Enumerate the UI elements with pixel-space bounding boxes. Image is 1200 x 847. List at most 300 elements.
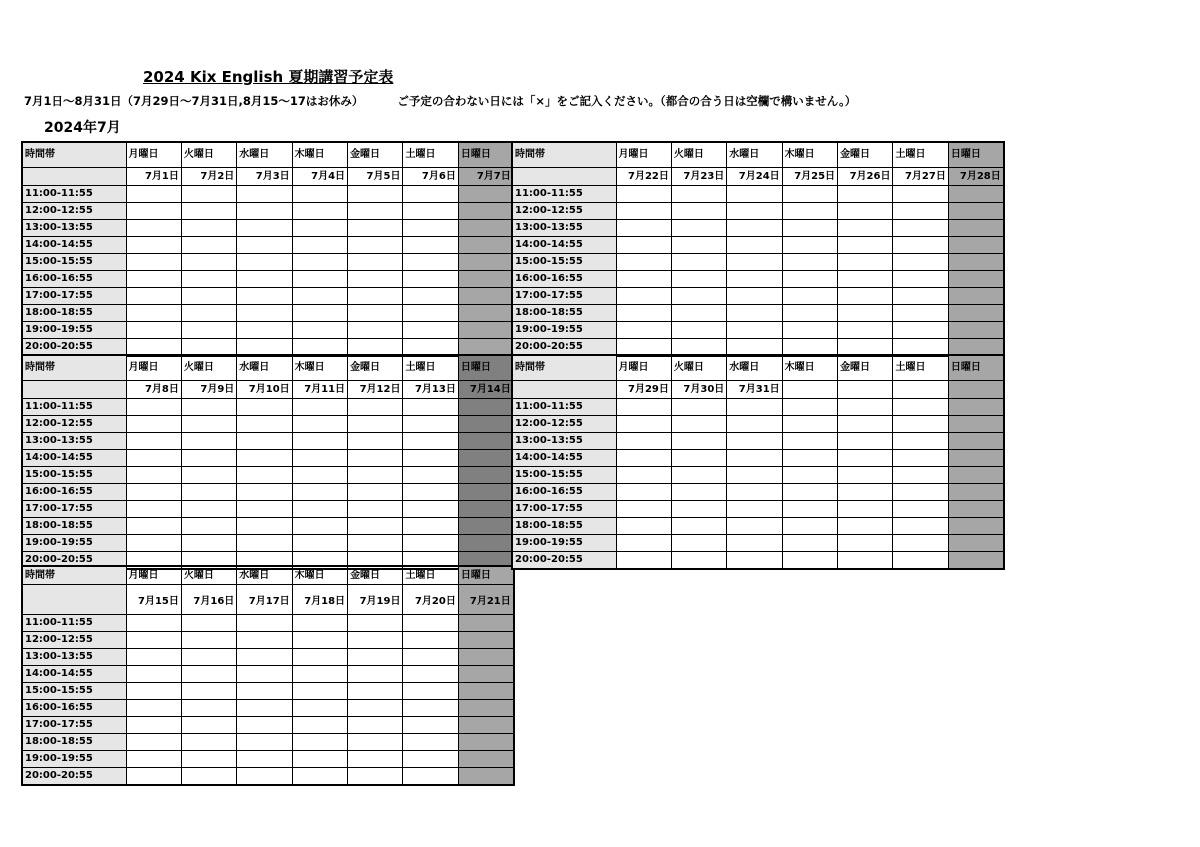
availability-cell[interactable]	[893, 535, 948, 552]
availability-cell[interactable]	[616, 237, 671, 254]
availability-cell[interactable]	[237, 416, 292, 433]
availability-cell[interactable]	[292, 768, 347, 786]
availability-cell[interactable]	[237, 203, 292, 220]
availability-cell[interactable]	[458, 416, 513, 433]
availability-cell[interactable]	[403, 416, 458, 433]
availability-cell[interactable]	[458, 305, 513, 322]
availability-cell[interactable]	[838, 220, 893, 237]
availability-cell[interactable]	[838, 450, 893, 467]
availability-cell[interactable]	[458, 734, 513, 751]
availability-cell[interactable]	[348, 535, 403, 552]
availability-cell[interactable]	[948, 501, 1003, 518]
availability-cell[interactable]	[292, 416, 347, 433]
availability-cell[interactable]	[727, 220, 782, 237]
availability-cell[interactable]	[126, 450, 181, 467]
availability-cell[interactable]	[403, 271, 458, 288]
availability-cell[interactable]	[348, 484, 403, 501]
availability-cell[interactable]	[348, 237, 403, 254]
availability-cell[interactable]	[181, 186, 236, 203]
availability-cell[interactable]	[403, 615, 458, 632]
availability-cell[interactable]	[948, 203, 1003, 220]
availability-cell[interactable]	[671, 501, 726, 518]
availability-cell[interactable]	[126, 734, 181, 751]
availability-cell[interactable]	[671, 203, 726, 220]
availability-cell[interactable]	[671, 416, 726, 433]
availability-cell[interactable]	[403, 254, 458, 271]
availability-cell[interactable]	[838, 305, 893, 322]
availability-cell[interactable]	[782, 399, 837, 416]
availability-cell[interactable]	[403, 700, 458, 717]
availability-cell[interactable]	[782, 186, 837, 203]
availability-cell[interactable]	[292, 484, 347, 501]
availability-cell[interactable]	[616, 271, 671, 288]
availability-cell[interactable]	[237, 615, 292, 632]
availability-cell[interactable]	[948, 535, 1003, 552]
availability-cell[interactable]	[727, 288, 782, 305]
availability-cell[interactable]	[292, 254, 347, 271]
availability-cell[interactable]	[616, 518, 671, 535]
availability-cell[interactable]	[181, 288, 236, 305]
availability-cell[interactable]	[616, 552, 671, 570]
availability-cell[interactable]	[458, 700, 513, 717]
availability-cell[interactable]	[727, 501, 782, 518]
availability-cell[interactable]	[671, 484, 726, 501]
availability-cell[interactable]	[458, 717, 513, 734]
availability-cell[interactable]	[292, 203, 347, 220]
availability-cell[interactable]	[292, 632, 347, 649]
availability-cell[interactable]	[348, 700, 403, 717]
availability-cell[interactable]	[292, 751, 347, 768]
availability-cell[interactable]	[348, 683, 403, 700]
availability-cell[interactable]	[893, 220, 948, 237]
availability-cell[interactable]	[403, 305, 458, 322]
availability-cell[interactable]	[292, 399, 347, 416]
availability-cell[interactable]	[403, 433, 458, 450]
availability-cell[interactable]	[126, 416, 181, 433]
availability-cell[interactable]	[126, 518, 181, 535]
availability-cell[interactable]	[838, 288, 893, 305]
availability-cell[interactable]	[403, 751, 458, 768]
availability-cell[interactable]	[126, 717, 181, 734]
availability-cell[interactable]	[893, 399, 948, 416]
availability-cell[interactable]	[893, 416, 948, 433]
availability-cell[interactable]	[237, 717, 292, 734]
availability-cell[interactable]	[893, 450, 948, 467]
availability-cell[interactable]	[838, 552, 893, 570]
availability-cell[interactable]	[782, 322, 837, 339]
availability-cell[interactable]	[458, 615, 513, 632]
availability-cell[interactable]	[893, 186, 948, 203]
availability-cell[interactable]	[671, 271, 726, 288]
availability-cell[interactable]	[948, 237, 1003, 254]
availability-cell[interactable]	[348, 305, 403, 322]
availability-cell[interactable]	[126, 186, 181, 203]
availability-cell[interactable]	[126, 484, 181, 501]
availability-cell[interactable]	[458, 484, 513, 501]
availability-cell[interactable]	[727, 467, 782, 484]
availability-cell[interactable]	[948, 484, 1003, 501]
availability-cell[interactable]	[458, 518, 513, 535]
availability-cell[interactable]	[237, 649, 292, 666]
availability-cell[interactable]	[893, 501, 948, 518]
availability-cell[interactable]	[403, 717, 458, 734]
availability-cell[interactable]	[616, 305, 671, 322]
availability-cell[interactable]	[671, 433, 726, 450]
availability-cell[interactable]	[671, 518, 726, 535]
availability-cell[interactable]	[348, 501, 403, 518]
availability-cell[interactable]	[237, 768, 292, 786]
availability-cell[interactable]	[458, 203, 513, 220]
availability-cell[interactable]	[403, 237, 458, 254]
availability-cell[interactable]	[948, 552, 1003, 570]
availability-cell[interactable]	[948, 305, 1003, 322]
availability-cell[interactable]	[671, 535, 726, 552]
availability-cell[interactable]	[348, 717, 403, 734]
availability-cell[interactable]	[292, 288, 347, 305]
availability-cell[interactable]	[292, 535, 347, 552]
availability-cell[interactable]	[616, 467, 671, 484]
availability-cell[interactable]	[782, 416, 837, 433]
availability-cell[interactable]	[616, 535, 671, 552]
availability-cell[interactable]	[616, 450, 671, 467]
availability-cell[interactable]	[616, 220, 671, 237]
availability-cell[interactable]	[458, 666, 513, 683]
availability-cell[interactable]	[616, 254, 671, 271]
availability-cell[interactable]	[838, 237, 893, 254]
availability-cell[interactable]	[458, 322, 513, 339]
availability-cell[interactable]	[403, 632, 458, 649]
availability-cell[interactable]	[292, 501, 347, 518]
availability-cell[interactable]	[126, 203, 181, 220]
availability-cell[interactable]	[458, 467, 513, 484]
availability-cell[interactable]	[181, 768, 236, 786]
availability-cell[interactable]	[671, 450, 726, 467]
availability-cell[interactable]	[616, 501, 671, 518]
availability-cell[interactable]	[838, 203, 893, 220]
availability-cell[interactable]	[458, 751, 513, 768]
availability-cell[interactable]	[126, 683, 181, 700]
availability-cell[interactable]	[348, 632, 403, 649]
availability-cell[interactable]	[838, 254, 893, 271]
availability-cell[interactable]	[292, 615, 347, 632]
availability-cell[interactable]	[292, 734, 347, 751]
availability-cell[interactable]	[948, 288, 1003, 305]
availability-cell[interactable]	[782, 237, 837, 254]
availability-cell[interactable]	[403, 518, 458, 535]
availability-cell[interactable]	[292, 683, 347, 700]
availability-cell[interactable]	[237, 254, 292, 271]
availability-cell[interactable]	[782, 203, 837, 220]
availability-cell[interactable]	[348, 768, 403, 786]
availability-cell[interactable]	[292, 666, 347, 683]
availability-cell[interactable]	[181, 450, 236, 467]
availability-cell[interactable]	[782, 552, 837, 570]
availability-cell[interactable]	[893, 305, 948, 322]
availability-cell[interactable]	[948, 322, 1003, 339]
availability-cell[interactable]	[458, 433, 513, 450]
availability-cell[interactable]	[403, 535, 458, 552]
availability-cell[interactable]	[948, 450, 1003, 467]
availability-cell[interactable]	[727, 254, 782, 271]
availability-cell[interactable]	[838, 416, 893, 433]
availability-cell[interactable]	[237, 237, 292, 254]
availability-cell[interactable]	[403, 683, 458, 700]
availability-cell[interactable]	[348, 186, 403, 203]
availability-cell[interactable]	[237, 322, 292, 339]
availability-cell[interactable]	[348, 254, 403, 271]
availability-cell[interactable]	[126, 220, 181, 237]
availability-cell[interactable]	[671, 305, 726, 322]
availability-cell[interactable]	[616, 416, 671, 433]
availability-cell[interactable]	[348, 203, 403, 220]
availability-cell[interactable]	[948, 518, 1003, 535]
availability-cell[interactable]	[838, 186, 893, 203]
availability-cell[interactable]	[181, 666, 236, 683]
availability-cell[interactable]	[727, 186, 782, 203]
availability-cell[interactable]	[292, 271, 347, 288]
availability-cell[interactable]	[458, 271, 513, 288]
availability-cell[interactable]	[237, 666, 292, 683]
availability-cell[interactable]	[126, 751, 181, 768]
availability-cell[interactable]	[838, 433, 893, 450]
availability-cell[interactable]	[348, 734, 403, 751]
availability-cell[interactable]	[893, 237, 948, 254]
availability-cell[interactable]	[838, 322, 893, 339]
availability-cell[interactable]	[181, 220, 236, 237]
availability-cell[interactable]	[126, 649, 181, 666]
availability-cell[interactable]	[948, 220, 1003, 237]
availability-cell[interactable]	[181, 501, 236, 518]
availability-cell[interactable]	[181, 271, 236, 288]
availability-cell[interactable]	[727, 552, 782, 570]
availability-cell[interactable]	[237, 501, 292, 518]
availability-cell[interactable]	[126, 399, 181, 416]
availability-cell[interactable]	[782, 450, 837, 467]
availability-cell[interactable]	[893, 484, 948, 501]
availability-cell[interactable]	[237, 484, 292, 501]
availability-cell[interactable]	[181, 700, 236, 717]
availability-cell[interactable]	[181, 305, 236, 322]
availability-cell[interactable]	[458, 288, 513, 305]
availability-cell[interactable]	[403, 322, 458, 339]
availability-cell[interactable]	[237, 518, 292, 535]
availability-cell[interactable]	[727, 271, 782, 288]
availability-cell[interactable]	[671, 399, 726, 416]
availability-cell[interactable]	[126, 288, 181, 305]
availability-cell[interactable]	[181, 433, 236, 450]
availability-cell[interactable]	[782, 271, 837, 288]
availability-cell[interactable]	[181, 484, 236, 501]
availability-cell[interactable]	[181, 399, 236, 416]
availability-cell[interactable]	[126, 322, 181, 339]
availability-cell[interactable]	[237, 700, 292, 717]
availability-cell[interactable]	[893, 518, 948, 535]
availability-cell[interactable]	[727, 535, 782, 552]
availability-cell[interactable]	[181, 322, 236, 339]
availability-cell[interactable]	[616, 186, 671, 203]
availability-cell[interactable]	[458, 683, 513, 700]
availability-cell[interactable]	[403, 666, 458, 683]
availability-cell[interactable]	[727, 322, 782, 339]
availability-cell[interactable]	[458, 186, 513, 203]
availability-cell[interactable]	[126, 700, 181, 717]
availability-cell[interactable]	[237, 450, 292, 467]
availability-cell[interactable]	[671, 254, 726, 271]
availability-cell[interactable]	[237, 271, 292, 288]
availability-cell[interactable]	[181, 416, 236, 433]
availability-cell[interactable]	[348, 666, 403, 683]
availability-cell[interactable]	[126, 768, 181, 786]
availability-cell[interactable]	[181, 649, 236, 666]
availability-cell[interactable]	[727, 450, 782, 467]
availability-cell[interactable]	[948, 186, 1003, 203]
availability-cell[interactable]	[838, 467, 893, 484]
availability-cell[interactable]	[782, 467, 837, 484]
availability-cell[interactable]	[181, 615, 236, 632]
availability-cell[interactable]	[616, 399, 671, 416]
availability-cell[interactable]	[838, 518, 893, 535]
availability-cell[interactable]	[181, 717, 236, 734]
availability-cell[interactable]	[671, 322, 726, 339]
availability-cell[interactable]	[948, 399, 1003, 416]
availability-cell[interactable]	[237, 734, 292, 751]
availability-cell[interactable]	[671, 237, 726, 254]
availability-cell[interactable]	[893, 552, 948, 570]
availability-cell[interactable]	[727, 416, 782, 433]
availability-cell[interactable]	[403, 484, 458, 501]
availability-cell[interactable]	[292, 700, 347, 717]
availability-cell[interactable]	[348, 288, 403, 305]
availability-cell[interactable]	[616, 484, 671, 501]
availability-cell[interactable]	[126, 467, 181, 484]
availability-cell[interactable]	[948, 467, 1003, 484]
availability-cell[interactable]	[782, 484, 837, 501]
availability-cell[interactable]	[237, 305, 292, 322]
availability-cell[interactable]	[403, 203, 458, 220]
availability-cell[interactable]	[292, 237, 347, 254]
availability-cell[interactable]	[403, 467, 458, 484]
availability-cell[interactable]	[292, 467, 347, 484]
availability-cell[interactable]	[181, 535, 236, 552]
availability-cell[interactable]	[181, 467, 236, 484]
availability-cell[interactable]	[838, 399, 893, 416]
availability-cell[interactable]	[403, 450, 458, 467]
availability-cell[interactable]	[292, 433, 347, 450]
availability-cell[interactable]	[348, 751, 403, 768]
availability-cell[interactable]	[948, 416, 1003, 433]
availability-cell[interactable]	[237, 535, 292, 552]
availability-cell[interactable]	[893, 467, 948, 484]
availability-cell[interactable]	[782, 288, 837, 305]
availability-cell[interactable]	[458, 632, 513, 649]
availability-cell[interactable]	[237, 467, 292, 484]
availability-cell[interactable]	[948, 254, 1003, 271]
availability-cell[interactable]	[348, 467, 403, 484]
availability-cell[interactable]	[126, 433, 181, 450]
availability-cell[interactable]	[727, 237, 782, 254]
availability-cell[interactable]	[458, 649, 513, 666]
availability-cell[interactable]	[348, 220, 403, 237]
availability-cell[interactable]	[292, 305, 347, 322]
availability-cell[interactable]	[782, 433, 837, 450]
availability-cell[interactable]	[126, 237, 181, 254]
availability-cell[interactable]	[348, 271, 403, 288]
availability-cell[interactable]	[181, 751, 236, 768]
availability-cell[interactable]	[126, 535, 181, 552]
availability-cell[interactable]	[292, 518, 347, 535]
availability-cell[interactable]	[727, 305, 782, 322]
availability-cell[interactable]	[348, 416, 403, 433]
availability-cell[interactable]	[181, 632, 236, 649]
availability-cell[interactable]	[237, 399, 292, 416]
availability-cell[interactable]	[292, 717, 347, 734]
availability-cell[interactable]	[671, 552, 726, 570]
availability-cell[interactable]	[403, 734, 458, 751]
availability-cell[interactable]	[126, 271, 181, 288]
availability-cell[interactable]	[893, 271, 948, 288]
availability-cell[interactable]	[616, 322, 671, 339]
availability-cell[interactable]	[237, 751, 292, 768]
availability-cell[interactable]	[348, 450, 403, 467]
availability-cell[interactable]	[181, 237, 236, 254]
availability-cell[interactable]	[948, 433, 1003, 450]
availability-cell[interactable]	[403, 501, 458, 518]
availability-cell[interactable]	[292, 649, 347, 666]
availability-cell[interactable]	[458, 535, 513, 552]
availability-cell[interactable]	[671, 288, 726, 305]
availability-cell[interactable]	[126, 615, 181, 632]
availability-cell[interactable]	[458, 768, 513, 786]
availability-cell[interactable]	[838, 535, 893, 552]
availability-cell[interactable]	[237, 632, 292, 649]
availability-cell[interactable]	[348, 322, 403, 339]
availability-cell[interactable]	[893, 433, 948, 450]
availability-cell[interactable]	[782, 305, 837, 322]
availability-cell[interactable]	[237, 288, 292, 305]
availability-cell[interactable]	[458, 501, 513, 518]
availability-cell[interactable]	[292, 322, 347, 339]
availability-cell[interactable]	[237, 683, 292, 700]
availability-cell[interactable]	[616, 433, 671, 450]
availability-cell[interactable]	[403, 288, 458, 305]
availability-cell[interactable]	[237, 220, 292, 237]
availability-cell[interactable]	[948, 271, 1003, 288]
availability-cell[interactable]	[838, 501, 893, 518]
availability-cell[interactable]	[403, 649, 458, 666]
availability-cell[interactable]	[126, 632, 181, 649]
availability-cell[interactable]	[126, 501, 181, 518]
availability-cell[interactable]	[458, 450, 513, 467]
availability-cell[interactable]	[727, 518, 782, 535]
availability-cell[interactable]	[671, 186, 726, 203]
availability-cell[interactable]	[727, 484, 782, 501]
availability-cell[interactable]	[292, 450, 347, 467]
availability-cell[interactable]	[348, 649, 403, 666]
availability-cell[interactable]	[181, 734, 236, 751]
availability-cell[interactable]	[782, 518, 837, 535]
availability-cell[interactable]	[181, 683, 236, 700]
availability-cell[interactable]	[782, 220, 837, 237]
availability-cell[interactable]	[403, 399, 458, 416]
availability-cell[interactable]	[126, 666, 181, 683]
availability-cell[interactable]	[403, 220, 458, 237]
availability-cell[interactable]	[458, 237, 513, 254]
availability-cell[interactable]	[616, 288, 671, 305]
availability-cell[interactable]	[893, 254, 948, 271]
availability-cell[interactable]	[458, 220, 513, 237]
availability-cell[interactable]	[292, 186, 347, 203]
availability-cell[interactable]	[237, 186, 292, 203]
